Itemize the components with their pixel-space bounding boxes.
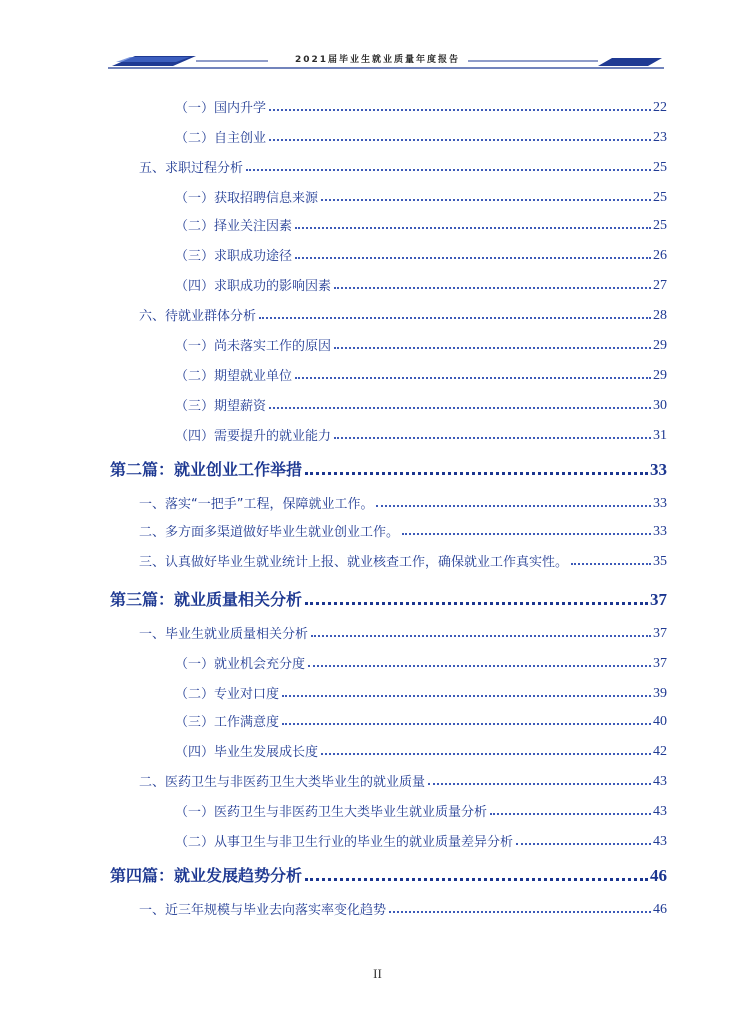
toc-entry-page: 37 — [653, 626, 667, 641]
toc-dot-leader — [246, 169, 651, 171]
toc-entry-page: 37 — [653, 656, 667, 671]
toc-entry[interactable] — [139, 518, 667, 540]
toc-part-heading[interactable] — [110, 860, 667, 886]
toc-entry[interactable] — [175, 124, 667, 146]
page-number: II — [373, 966, 382, 981]
toc-entry[interactable] — [175, 392, 667, 414]
toc-dot-leader — [269, 407, 651, 409]
toc-entry-label: （二）专业对口度 — [175, 687, 280, 702]
toc-entry-page: 35 — [653, 554, 667, 569]
toc-dot-leader — [295, 257, 651, 259]
toc-entry-page: 33 — [650, 460, 667, 479]
toc-entry-label: 一、毕业生就业质量相关分析 — [139, 627, 309, 642]
toc-entry[interactable] — [175, 272, 667, 294]
toc-entry-page: 33 — [653, 496, 667, 511]
toc-entry-page: 31 — [653, 428, 667, 443]
toc-entry-page: 25 — [653, 190, 667, 205]
toc-entry-label: （一）医药卫生与非医药卫生大类毕业生就业质量分析 — [175, 805, 488, 820]
toc-entry[interactable] — [175, 362, 667, 384]
toc-dot-leader — [376, 505, 651, 507]
toc-entry-page: 42 — [653, 744, 667, 759]
toc-part-heading[interactable] — [110, 584, 667, 610]
toc-entry[interactable] — [139, 620, 667, 642]
toc-dot-leader — [571, 563, 651, 565]
toc-dot-leader — [305, 878, 648, 881]
toc-entry-label: （二）自主创业 — [175, 131, 267, 146]
toc-entry[interactable] — [175, 242, 667, 264]
toc-entry-page: 30 — [653, 398, 667, 413]
toc-entry[interactable] — [175, 332, 667, 354]
toc-dot-leader — [305, 472, 648, 475]
toc-dot-leader — [282, 695, 651, 697]
toc-entry-page: 28 — [653, 308, 667, 323]
toc-entry-page: 46 — [650, 866, 667, 885]
toc-dot-leader — [334, 347, 651, 349]
toc-dot-leader — [259, 317, 651, 319]
toc-entry-label: （一）就业机会充分度 — [175, 657, 306, 672]
toc-entry-page: 43 — [653, 774, 667, 789]
toc-dot-leader — [402, 533, 651, 535]
toc-dot-leader — [295, 377, 651, 379]
toc-entry-page: 46 — [653, 902, 667, 917]
toc-dot-leader — [321, 199, 651, 201]
toc-entry-label: （一）国内升学 — [175, 101, 267, 116]
toc-entry-label: 一、落实“一把手”工程，保障就业工作。 — [139, 497, 374, 512]
toc-entry[interactable] — [175, 422, 667, 444]
toc-entry[interactable] — [139, 548, 667, 570]
toc-dot-leader — [428, 783, 651, 785]
toc-entry-label: 三、认真做好毕业生就业统计上报、就业核查工作，确保就业工作真实性。 — [139, 555, 569, 570]
toc-entry-page: 29 — [653, 338, 667, 353]
toc-part-heading[interactable] — [110, 454, 667, 480]
toc-entry-label: （四）需要提升的就业能力 — [175, 429, 332, 444]
toc-entry-label: 第二篇：就业创业工作举措 — [110, 460, 303, 479]
header-title: 2021届毕业生就业质量年度报告 — [294, 55, 461, 65]
toc-dot-leader — [269, 139, 651, 141]
toc-dot-leader — [282, 723, 651, 725]
toc-entry-label: （一）尚未落实工作的原因 — [175, 339, 332, 354]
toc-entry[interactable] — [139, 302, 667, 324]
toc-entry[interactable] — [175, 212, 667, 234]
toc-dot-leader — [334, 437, 651, 439]
toc-entry-page: 26 — [653, 248, 667, 263]
toc-dot-leader — [389, 911, 651, 913]
toc-entry-page: 37 — [650, 590, 667, 609]
toc-entry-page: 22 — [653, 100, 667, 115]
toc-entry-page: 27 — [653, 278, 667, 293]
toc-entry[interactable] — [175, 680, 667, 702]
toc-entry-label: （三）求职成功途径 — [175, 249, 293, 264]
toc-entry-label: （三）工作满意度 — [175, 715, 280, 730]
toc-entry-label: 六、待就业群体分析 — [139, 309, 257, 324]
toc-entry-label: （四）毕业生发展成长度 — [175, 745, 319, 760]
toc-entry[interactable] — [175, 738, 667, 760]
toc-entry-page: 29 — [653, 368, 667, 383]
toc-entry-label: 一、近三年规模与毕业去向落实率变化趋势 — [139, 903, 387, 918]
toc-entry-label: （二）择业关注因素 — [175, 219, 293, 234]
toc-entry-page: 23 — [653, 130, 667, 145]
toc-entry-label: （四）求职成功的影响因素 — [175, 279, 332, 294]
toc-entry-page: 25 — [653, 160, 667, 175]
toc-entry-page: 33 — [653, 524, 667, 539]
toc-entry[interactable] — [175, 650, 667, 672]
toc-entry-label: 二、多方面多渠道做好毕业生就业创业工作。 — [139, 525, 400, 540]
toc-entry[interactable] — [175, 708, 667, 730]
toc-entry-page: 40 — [653, 714, 667, 729]
toc-dot-leader — [295, 227, 651, 229]
toc-entry-label: （二）从事卫生与非卫生行业的毕业生的就业质量差异分析 — [175, 835, 514, 850]
toc-entry-page: 25 — [653, 218, 667, 233]
toc-dot-leader — [308, 665, 651, 667]
toc-entry[interactable] — [139, 490, 667, 512]
toc-entry-label: （二）期望就业单位 — [175, 369, 293, 384]
toc-dot-leader — [490, 813, 651, 815]
toc-entry-label: 五、求职过程分析 — [139, 161, 244, 176]
toc-entry[interactable] — [175, 798, 667, 820]
header-decoration — [0, 0, 755, 80]
toc-entry[interactable] — [175, 184, 667, 206]
toc-entry[interactable] — [175, 828, 667, 850]
toc-dot-leader — [321, 753, 651, 755]
toc-entry-page: 43 — [653, 804, 667, 819]
toc-dot-leader — [305, 602, 648, 605]
toc-entry[interactable] — [139, 896, 667, 918]
toc-entry[interactable] — [139, 154, 667, 176]
toc-entry-label: 二、医药卫生与非医药卫生大类毕业生的就业质量 — [139, 775, 426, 790]
toc-dot-leader — [311, 635, 651, 637]
toc-entry[interactable] — [175, 94, 667, 116]
toc-entry-page: 39 — [653, 686, 667, 701]
toc-dot-leader — [516, 843, 651, 845]
toc-entry-label: （一）获取招聘信息来源 — [175, 191, 319, 206]
toc-entry-label: 第四篇：就业发展趋势分析 — [110, 866, 303, 885]
toc-dot-leader — [269, 109, 651, 111]
toc-dot-leader — [334, 287, 651, 289]
toc-entry-label: 第三篇：就业质量相关分析 — [110, 590, 303, 609]
toc-entry-page: 43 — [653, 834, 667, 849]
toc-entry-label: （三）期望薪资 — [175, 399, 267, 414]
page-header — [0, 0, 755, 80]
toc-entry[interactable] — [139, 768, 667, 790]
